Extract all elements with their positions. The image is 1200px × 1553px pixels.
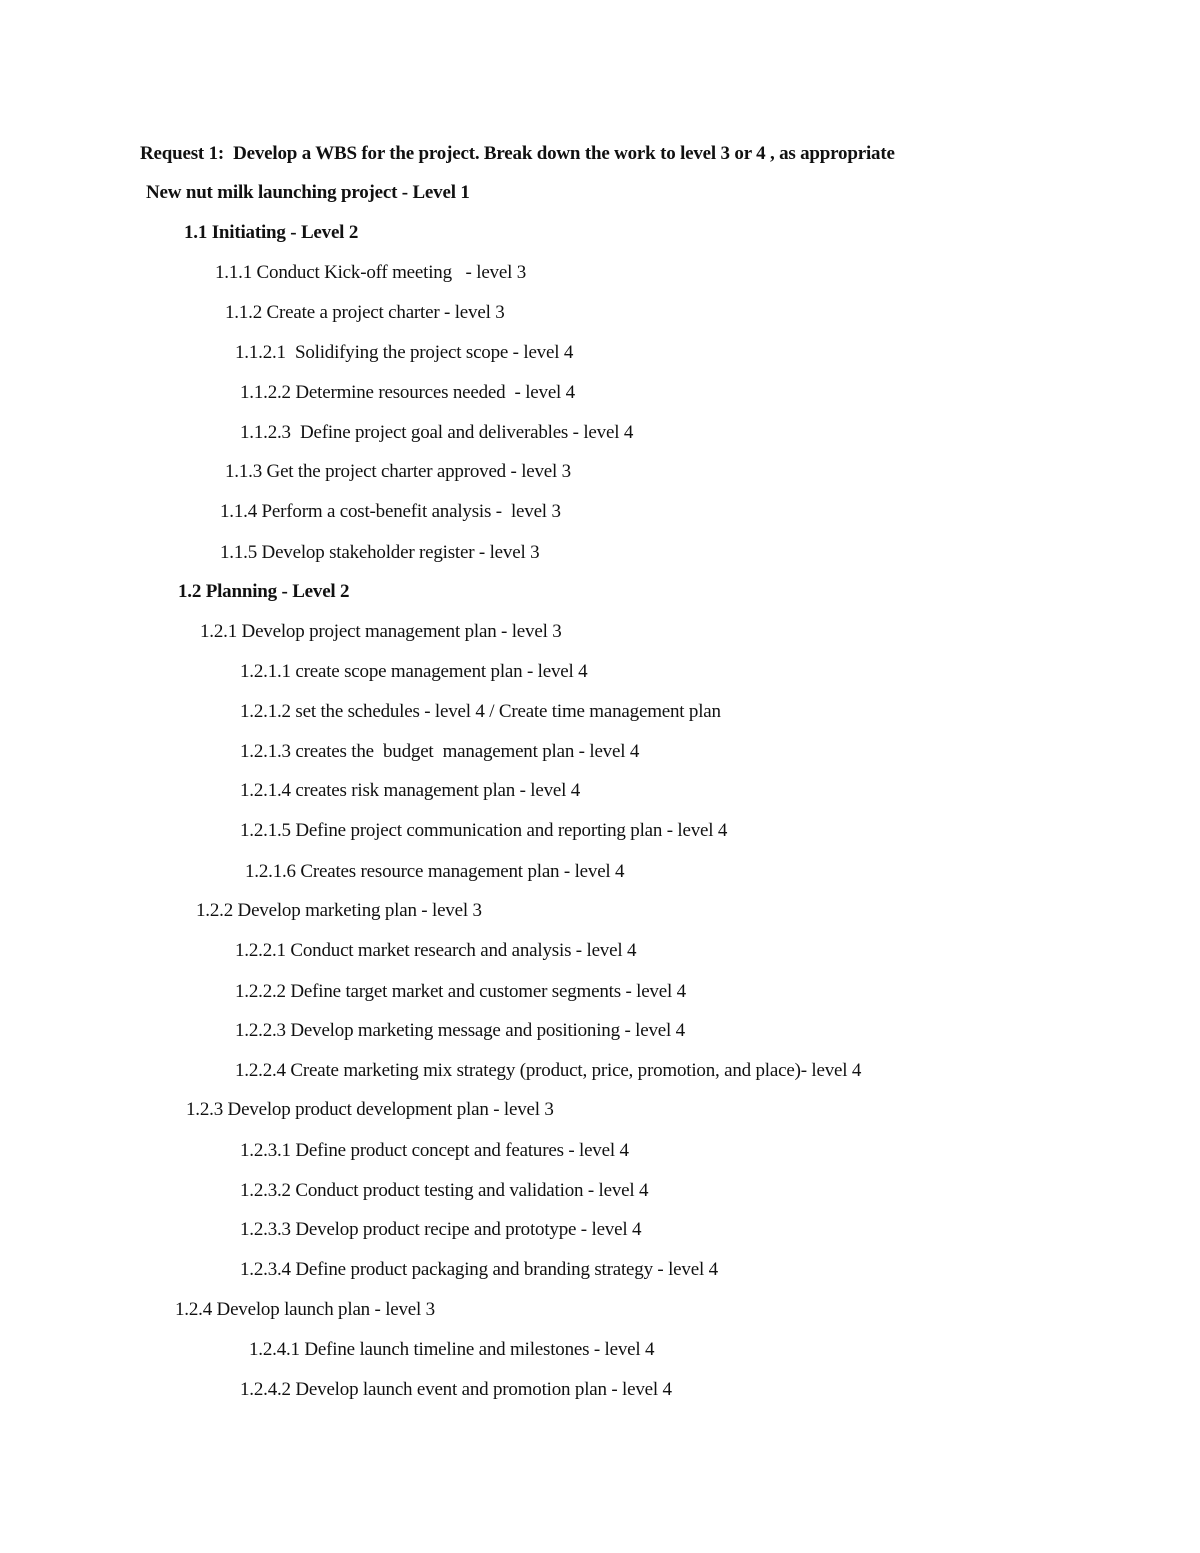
wbs-item: 1.2.2.3 Develop marketing message and positioning - level 4	[235, 1020, 685, 1041]
wbs-item: 1.2.4 Develop launch plan - level 3	[175, 1299, 435, 1320]
wbs-item: 1.1.5 Develop stakeholder register - level 3	[220, 542, 540, 563]
wbs-item: 1.2.1.6 Creates resource management plan - level 4	[245, 861, 625, 882]
wbs-item: 1.2.1.4 creates risk management plan - level 4	[240, 780, 581, 801]
wbs-item: 1.2.1.1 create scope management plan - level 4	[240, 661, 588, 682]
wbs-item: 1.2.2.2 Define target market and customer segments - level 4	[235, 981, 686, 1002]
wbs-item: 1.2.2.4 Create marketing mix strategy (product, price, promotion, and place)- level 4	[235, 1060, 862, 1081]
wbs-item: 1.1.3 Get the project charter approved - level 3	[225, 461, 571, 482]
wbs-item: 1.2.1.5 Define project communication and reporting plan - level 4	[240, 820, 728, 841]
wbs-item: 1.2.1.2 set the schedules - level 4 / Create time management plan	[240, 701, 721, 722]
wbs-item: 1.1.2.1 Solidifying the project scope - level 4	[235, 342, 574, 363]
wbs-item: 1.1.2 Create a project charter - level 3	[225, 302, 505, 323]
wbs-item: 1.2.1 Develop project management plan - level 3	[200, 621, 562, 642]
wbs-level-2-planning: 1.2 Planning - Level 2	[178, 581, 350, 602]
wbs-item: 1.2.2 Develop marketing plan - level 3	[196, 900, 482, 921]
wbs-item: 1.2.1.3 creates the budget management plan - level 4	[240, 741, 640, 762]
request-heading: Request 1: Develop a WBS for the project. Break down the work to level 3 or 4 , as appropriate	[140, 143, 895, 164]
wbs-item: 1.1.2.2 Determine resources needed - level 4	[240, 382, 575, 403]
wbs-level-2-initiating: 1.1 Initiating - Level 2	[184, 222, 359, 243]
wbs-level-1-title: New nut milk launching project - Level 1	[146, 182, 470, 203]
wbs-item: 1.2.3 Develop product development plan - level 3	[186, 1099, 554, 1120]
wbs-item: 1.2.3.1 Define product concept and features - level 4	[240, 1140, 629, 1161]
wbs-item: 1.2.3.4 Define product packaging and branding strategy - level 4	[240, 1259, 718, 1280]
wbs-item: 1.2.4.1 Define launch timeline and milestones - level 4	[249, 1339, 655, 1360]
wbs-item: 1.2.3.2 Conduct product testing and validation - level 4	[240, 1180, 649, 1201]
wbs-item: 1.1.4 Perform a cost-benefit analysis - level 3	[220, 501, 561, 522]
wbs-item: 1.2.4.2 Develop launch event and promotion plan - level 4	[240, 1379, 672, 1400]
wbs-item: 1.2.2.1 Conduct market research and analysis - level 4	[235, 940, 637, 961]
wbs-item: 1.1.2.3 Define project goal and deliverables - level 4	[240, 422, 634, 443]
wbs-item: 1.1.1 Conduct Kick-off meeting - level 3	[215, 262, 527, 283]
wbs-item: 1.2.3.3 Develop product recipe and prototype - level 4	[240, 1219, 642, 1240]
